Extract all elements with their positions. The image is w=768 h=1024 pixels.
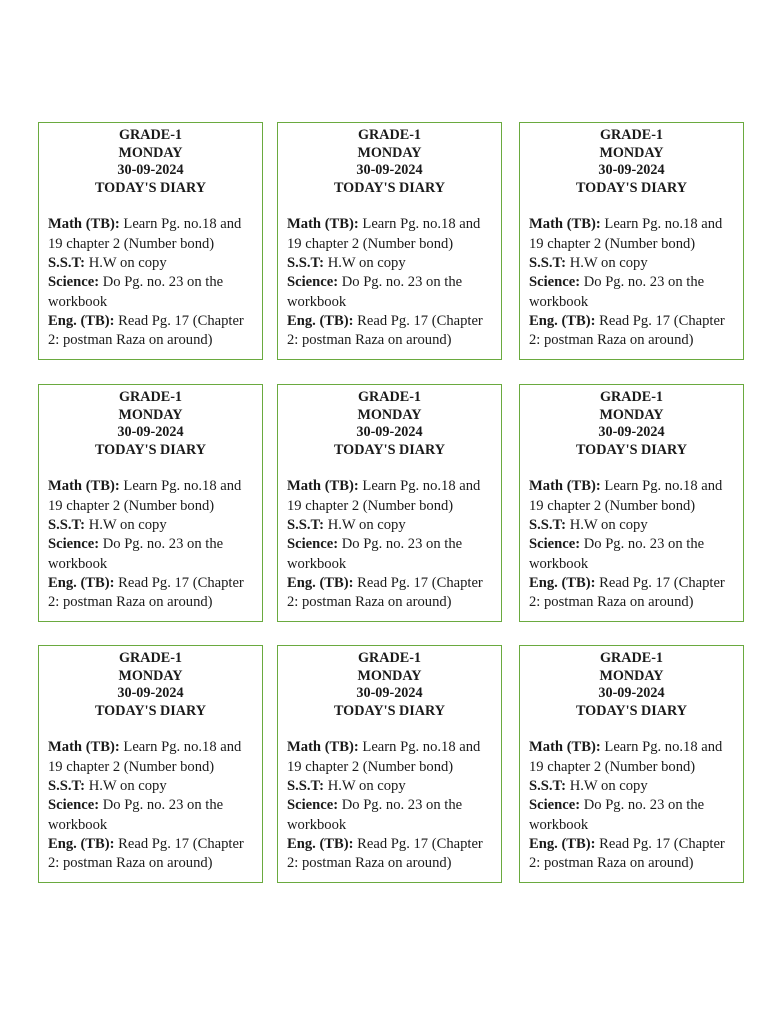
diary-card	[277, 645, 502, 883]
diary-entries	[48, 215, 253, 350]
day-label: MONDAY	[357, 667, 422, 684]
diary-entry	[529, 516, 734, 535]
entry-subject: Math (TB):	[287, 478, 359, 495]
entry-text: H.W on copy	[324, 254, 406, 271]
entry-text: Do Pg. no. 23 on the workbook	[287, 274, 463, 310]
entry-text: H.W on copy	[85, 254, 167, 271]
diary-entries	[529, 477, 734, 612]
diary-entry	[48, 796, 253, 835]
date-label: 30-09-2024	[598, 685, 665, 702]
diary-card	[38, 645, 263, 883]
diary-card	[519, 645, 744, 883]
diary-card	[38, 122, 263, 360]
date-label: 30-09-2024	[117, 685, 184, 702]
entry-subject: S.S.T:	[287, 254, 325, 271]
diary-entries	[48, 738, 253, 873]
grade-label: GRADE-1	[599, 650, 664, 666]
entry-subject: Eng. (TB):	[287, 835, 354, 852]
diary-card	[277, 384, 502, 622]
grade-label: GRADE-1	[118, 389, 183, 405]
entry-subject: Science:	[48, 797, 100, 814]
diary-entry	[529, 738, 734, 777]
date-label: 30-09-2024	[356, 685, 423, 702]
day-label: MONDAY	[599, 406, 664, 423]
entry-subject: Eng. (TB):	[529, 312, 596, 329]
entry-text: H.W on copy	[566, 777, 648, 794]
diary-title: TODAY'S DIARY	[94, 179, 207, 196]
entry-subject: Science:	[529, 274, 581, 291]
grade-label: GRADE-1	[357, 650, 422, 666]
diary-entry	[48, 535, 253, 574]
day-label: MONDAY	[118, 667, 183, 684]
diary-entry	[48, 254, 253, 273]
date-label: 30-09-2024	[356, 162, 423, 179]
diary-entry	[287, 516, 492, 535]
diary-entry	[287, 796, 492, 835]
grade-label: GRADE-1	[599, 389, 664, 405]
diary-entries	[287, 477, 492, 612]
entry-text: Do Pg. no. 23 on the workbook	[287, 536, 463, 572]
entry-subject: S.S.T:	[287, 777, 325, 794]
diary-card-header	[48, 650, 253, 720]
diary-entry	[287, 835, 492, 874]
diary-entry	[48, 312, 253, 351]
entry-subject: Eng. (TB):	[287, 312, 354, 329]
entry-text: Learn Pg. no.18 and 19 chapter 2 (Number bond)	[287, 739, 481, 775]
date-label: 30-09-2024	[117, 424, 184, 441]
entry-text: H.W on copy	[566, 516, 648, 533]
entry-subject: Science:	[287, 536, 339, 553]
diary-card-header	[529, 127, 734, 197]
diary-card	[519, 122, 744, 360]
diary-entry	[287, 273, 492, 312]
diary-card	[519, 384, 744, 622]
diary-title: TODAY'S DIARY	[575, 702, 688, 719]
diary-entry	[48, 273, 253, 312]
diary-entry	[48, 516, 253, 535]
day-label: MONDAY	[357, 144, 422, 161]
diary-entry	[529, 777, 734, 796]
entry-text: Do Pg. no. 23 on the workbook	[48, 536, 224, 572]
diary-entry	[287, 535, 492, 574]
diary-title: TODAY'S DIARY	[575, 441, 688, 458]
entry-subject: Math (TB):	[529, 216, 601, 233]
diary-card-header	[48, 127, 253, 197]
diary-card-header	[529, 650, 734, 720]
diary-entries	[287, 738, 492, 873]
entry-text: H.W on copy	[85, 777, 167, 794]
diary-entry	[529, 215, 734, 254]
diary-title: TODAY'S DIARY	[575, 179, 688, 196]
entry-text: Do Pg. no. 23 on the workbook	[48, 274, 224, 310]
entry-text: Read Pg. 17 (Chapter 2: postman Raza on around)	[48, 312, 244, 349]
day-label: MONDAY	[118, 144, 183, 161]
diary-entry	[287, 215, 492, 254]
day-label: MONDAY	[118, 406, 183, 423]
date-label: 30-09-2024	[598, 162, 665, 179]
entry-text: Read Pg. 17 (Chapter 2: postman Raza on around)	[48, 835, 244, 872]
grade-label: GRADE-1	[599, 127, 664, 143]
diary-card-header	[287, 389, 492, 459]
diary-entry	[287, 777, 492, 796]
entry-subject: S.S.T:	[529, 777, 567, 794]
entry-subject: Science:	[287, 274, 339, 291]
entry-subject: S.S.T:	[48, 516, 86, 533]
entry-subject: Math (TB):	[48, 478, 120, 495]
entry-text: Learn Pg. no.18 and 19 chapter 2 (Number bond)	[529, 739, 723, 775]
entry-subject: Math (TB):	[529, 478, 601, 495]
diary-card-header	[48, 389, 253, 459]
entry-text: Learn Pg. no.18 and 19 chapter 2 (Number bond)	[48, 216, 242, 252]
diary-title: TODAY'S DIARY	[333, 702, 446, 719]
diary-entry	[529, 477, 734, 516]
entry-subject: Science:	[287, 797, 339, 814]
entry-text: Do Pg. no. 23 on the workbook	[529, 797, 705, 833]
grade-label: GRADE-1	[118, 650, 183, 666]
diary-title: TODAY'S DIARY	[94, 702, 207, 719]
entry-subject: Eng. (TB):	[287, 574, 354, 591]
grade-label: GRADE-1	[357, 127, 422, 143]
entry-subject: S.S.T:	[529, 254, 567, 271]
diary-entry	[529, 254, 734, 273]
entry-text: H.W on copy	[566, 254, 648, 271]
entry-subject: Eng. (TB):	[529, 574, 596, 591]
entry-text: Learn Pg. no.18 and 19 chapter 2 (Number bond)	[287, 216, 481, 252]
entry-text: Read Pg. 17 (Chapter 2: postman Raza on around)	[529, 312, 725, 349]
diary-entry	[287, 254, 492, 273]
entry-subject: Science:	[48, 274, 100, 291]
diary-entry	[529, 574, 734, 613]
diary-card-header	[287, 650, 492, 720]
diary-entry	[48, 477, 253, 516]
diary-entry	[529, 273, 734, 312]
diary-entry	[529, 535, 734, 574]
entry-text: Read Pg. 17 (Chapter 2: postman Raza on around)	[48, 574, 244, 611]
diary-entry	[287, 574, 492, 613]
entry-subject: Science:	[48, 536, 100, 553]
entry-text: H.W on copy	[324, 516, 406, 533]
entry-text: Learn Pg. no.18 and 19 chapter 2 (Number bond)	[287, 478, 481, 514]
entry-subject: S.S.T:	[48, 254, 86, 271]
entry-subject: Eng. (TB):	[529, 835, 596, 852]
entry-text: Read Pg. 17 (Chapter 2: postman Raza on around)	[529, 574, 725, 611]
diary-title: TODAY'S DIARY	[333, 179, 446, 196]
entry-subject: Math (TB):	[287, 739, 359, 756]
diary-title: TODAY'S DIARY	[333, 441, 446, 458]
entry-text: Read Pg. 17 (Chapter 2: postman Raza on around)	[287, 835, 483, 872]
diary-entry	[287, 312, 492, 351]
day-label: MONDAY	[599, 144, 664, 161]
entry-text: Do Pg. no. 23 on the workbook	[287, 797, 463, 833]
day-label: MONDAY	[599, 667, 664, 684]
diary-entries	[529, 738, 734, 873]
diary-card-header	[287, 127, 492, 197]
entry-text: Do Pg. no. 23 on the workbook	[529, 274, 705, 310]
diary-entry	[287, 477, 492, 516]
diary-card	[277, 122, 502, 360]
day-label: MONDAY	[357, 406, 422, 423]
diary-entries	[48, 477, 253, 612]
date-label: 30-09-2024	[117, 162, 184, 179]
entry-text: H.W on copy	[324, 777, 406, 794]
entry-subject: Math (TB):	[48, 216, 120, 233]
entry-subject: Eng. (TB):	[48, 574, 115, 591]
entry-text: Read Pg. 17 (Chapter 2: postman Raza on around)	[529, 835, 725, 872]
diary-entry	[529, 835, 734, 874]
entry-text: Do Pg. no. 23 on the workbook	[48, 797, 224, 833]
entry-subject: Science:	[529, 536, 581, 553]
diary-title: TODAY'S DIARY	[94, 441, 207, 458]
entry-text: H.W on copy	[85, 516, 167, 533]
entry-text: Read Pg. 17 (Chapter 2: postman Raza on around)	[287, 312, 483, 349]
date-label: 30-09-2024	[598, 424, 665, 441]
diary-entry	[287, 738, 492, 777]
entry-subject: Eng. (TB):	[48, 835, 115, 852]
diary-entry	[48, 215, 253, 254]
diary-entry	[48, 738, 253, 777]
entry-text: Learn Pg. no.18 and 19 chapter 2 (Number bond)	[48, 478, 242, 514]
diary-entry	[529, 796, 734, 835]
diary-card-header	[529, 389, 734, 459]
entry-subject: S.S.T:	[529, 516, 567, 533]
diary-entry	[529, 312, 734, 351]
entry-subject: S.S.T:	[48, 777, 86, 794]
entry-subject: Eng. (TB):	[48, 312, 115, 329]
grade-label: GRADE-1	[357, 389, 422, 405]
entry-text: Read Pg. 17 (Chapter 2: postman Raza on around)	[287, 574, 483, 611]
entry-subject: Science:	[529, 797, 581, 814]
diary-entries	[287, 215, 492, 350]
entry-subject: S.S.T:	[287, 516, 325, 533]
entry-text: Learn Pg. no.18 and 19 chapter 2 (Number bond)	[529, 216, 723, 252]
entry-subject: Math (TB):	[48, 739, 120, 756]
diary-entry	[48, 835, 253, 874]
diary-entry	[48, 574, 253, 613]
entry-text: Do Pg. no. 23 on the workbook	[529, 536, 705, 572]
entry-text: Learn Pg. no.18 and 19 chapter 2 (Number bond)	[48, 739, 242, 775]
diary-entry	[48, 777, 253, 796]
grade-label: GRADE-1	[118, 127, 183, 143]
date-label: 30-09-2024	[356, 424, 423, 441]
diary-card	[38, 384, 263, 622]
entry-subject: Math (TB):	[529, 739, 601, 756]
diary-entries	[529, 215, 734, 350]
entry-subject: Math (TB):	[287, 216, 359, 233]
entry-text: Learn Pg. no.18 and 19 chapter 2 (Number bond)	[529, 478, 723, 514]
